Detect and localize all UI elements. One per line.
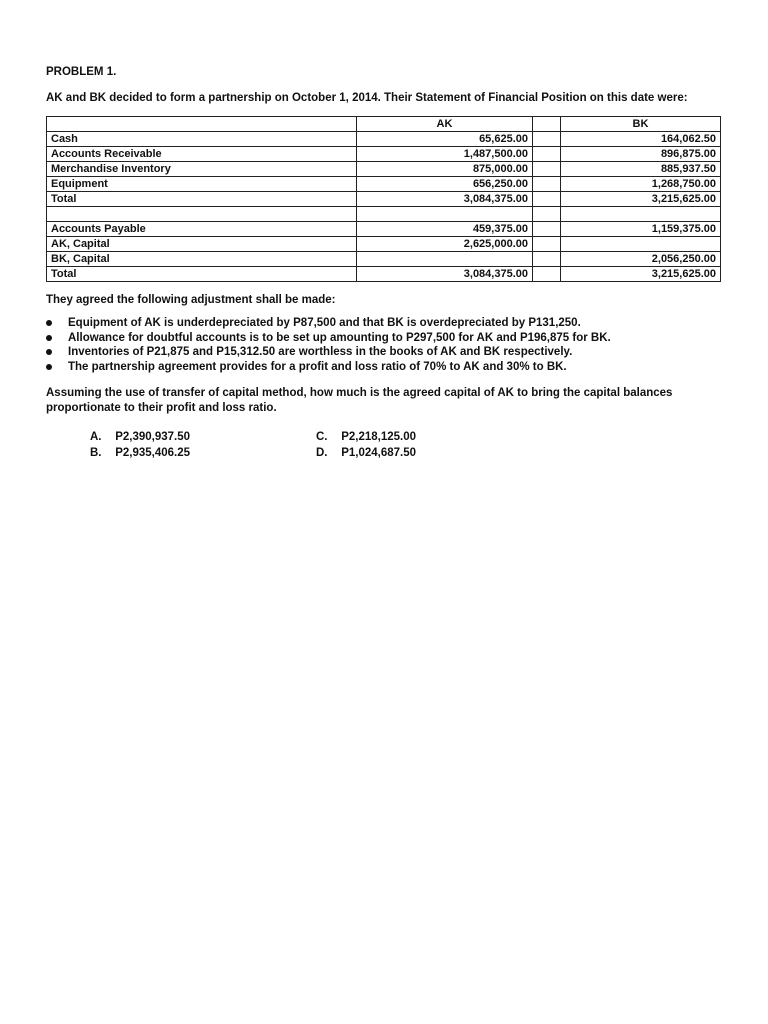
row-label [47, 207, 357, 222]
adjustment-text: Equipment of AK is underdepreciated by P87,500 and that BK is overdepreciated by P131,250. [68, 317, 581, 329]
intro-text: AK and BK decided to form a partnership on October 1, 2014. Their Statement of Financial Position on this date were: [46, 92, 688, 104]
table-row [47, 132, 721, 147]
amount-cell: 2,056,250.00 [561, 252, 721, 267]
choice-letter: B. [90, 447, 102, 459]
table-header-cell: BK [561, 117, 721, 132]
row-label: Total [47, 267, 357, 282]
amount-cell: 1,487,500.00 [357, 147, 533, 162]
adjustment-text: The partnership agreement provides for a profit and loss ratio of 70% to AK and 30% to BK. [68, 360, 567, 373]
amount-cell: 3,084,375.00 [357, 267, 533, 282]
amount-cell: 875,000.00 [357, 162, 533, 177]
document-page [46, 66, 726, 461]
bullet-icon [46, 320, 52, 326]
row-label: Total [47, 192, 357, 207]
table-row [47, 237, 721, 252]
amount-cell: 896,875.00 [561, 147, 721, 162]
choice-letter: D. [316, 447, 328, 459]
financial-position-table [46, 116, 721, 282]
choice-text: P2,218,125.00 [341, 431, 417, 443]
bullet-icon [46, 349, 52, 355]
problem-title: PROBLEM 1. [46, 66, 117, 78]
adjustment-item [46, 360, 726, 375]
amount-cell: 656,250.00 [357, 177, 533, 192]
table-row [47, 192, 721, 207]
adjustment-text: Inventories of P21,875 and P15,312.50 are worthless in the books of AK and BK respectively. [68, 346, 573, 358]
adjustment-item [46, 331, 726, 346]
choice-text: P2,935,406.25 [115, 447, 191, 459]
amount-cell [533, 207, 561, 222]
row-label: BK, Capital [47, 252, 357, 267]
amount-cell: 164,062.50 [561, 132, 721, 147]
bullet-icon [46, 364, 52, 370]
amount-cell: 1,159,375.00 [561, 222, 721, 237]
table-row [47, 252, 721, 267]
amount-cell: 3,215,625.00 [561, 267, 721, 282]
amount-cell [357, 207, 533, 222]
amount-cell [533, 147, 561, 162]
answer-choices [90, 430, 726, 461]
table-row [47, 177, 721, 192]
row-label: Equipment [47, 177, 357, 192]
table-row [47, 162, 721, 177]
amount-cell [357, 252, 533, 267]
answer-choice [316, 446, 516, 461]
table-header-row [47, 117, 721, 132]
amount-cell [533, 132, 561, 147]
answer-choice [90, 430, 316, 445]
choice-text: P1,024,687.50 [341, 447, 417, 459]
table-header-cell [533, 117, 561, 132]
table-row [47, 147, 721, 162]
amount-cell: 459,375.00 [357, 222, 533, 237]
amount-cell [533, 237, 561, 252]
amount-cell [533, 252, 561, 267]
row-label: Cash [47, 132, 357, 147]
choice-text: P2,390,937.50 [115, 431, 191, 443]
row-label: Accounts Payable [47, 222, 357, 237]
answer-choice [316, 430, 516, 445]
table-header-cell: AK [357, 117, 533, 132]
table-row [47, 267, 721, 282]
adjustments-list [46, 316, 726, 374]
amount-cell: 2,625,000.00 [357, 237, 533, 252]
adjustment-item [46, 316, 726, 331]
choice-letter: C. [316, 431, 328, 443]
choice-letter: A. [90, 431, 102, 443]
adjustment-text: Allowance for doubtful accounts is to be set up amounting to P297,500 for AK and P196,875 for BK. [68, 331, 611, 344]
amount-cell: 3,084,375.00 [357, 192, 533, 207]
amount-cell [533, 267, 561, 282]
row-label: AK, Capital [47, 237, 357, 252]
amount-cell [561, 207, 721, 222]
amount-cell [533, 192, 561, 207]
amount-cell [533, 222, 561, 237]
adjustments-intro: They agreed the following adjustment shall be made: [46, 294, 336, 306]
bullet-icon [46, 335, 52, 341]
row-label: Merchandise Inventory [47, 162, 357, 177]
table-header-cell [47, 117, 357, 132]
answer-choice [90, 446, 316, 461]
table-row [47, 222, 721, 237]
amount-cell: 1,268,750.00 [561, 177, 721, 192]
adjustment-item [46, 345, 726, 360]
amount-cell: 885,937.50 [561, 162, 721, 177]
amount-cell [561, 237, 721, 252]
row-label: Accounts Receivable [47, 147, 357, 162]
table-row [47, 207, 721, 222]
amount-cell: 3,215,625.00 [561, 192, 721, 207]
question-text: Assuming the use of transfer of capital method, how much is the agreed capital of AK to bring the capital balances proportionate to their profit and loss ratio. [46, 387, 673, 414]
amount-cell [533, 162, 561, 177]
amount-cell: 65,625.00 [357, 132, 533, 147]
amount-cell [533, 177, 561, 192]
